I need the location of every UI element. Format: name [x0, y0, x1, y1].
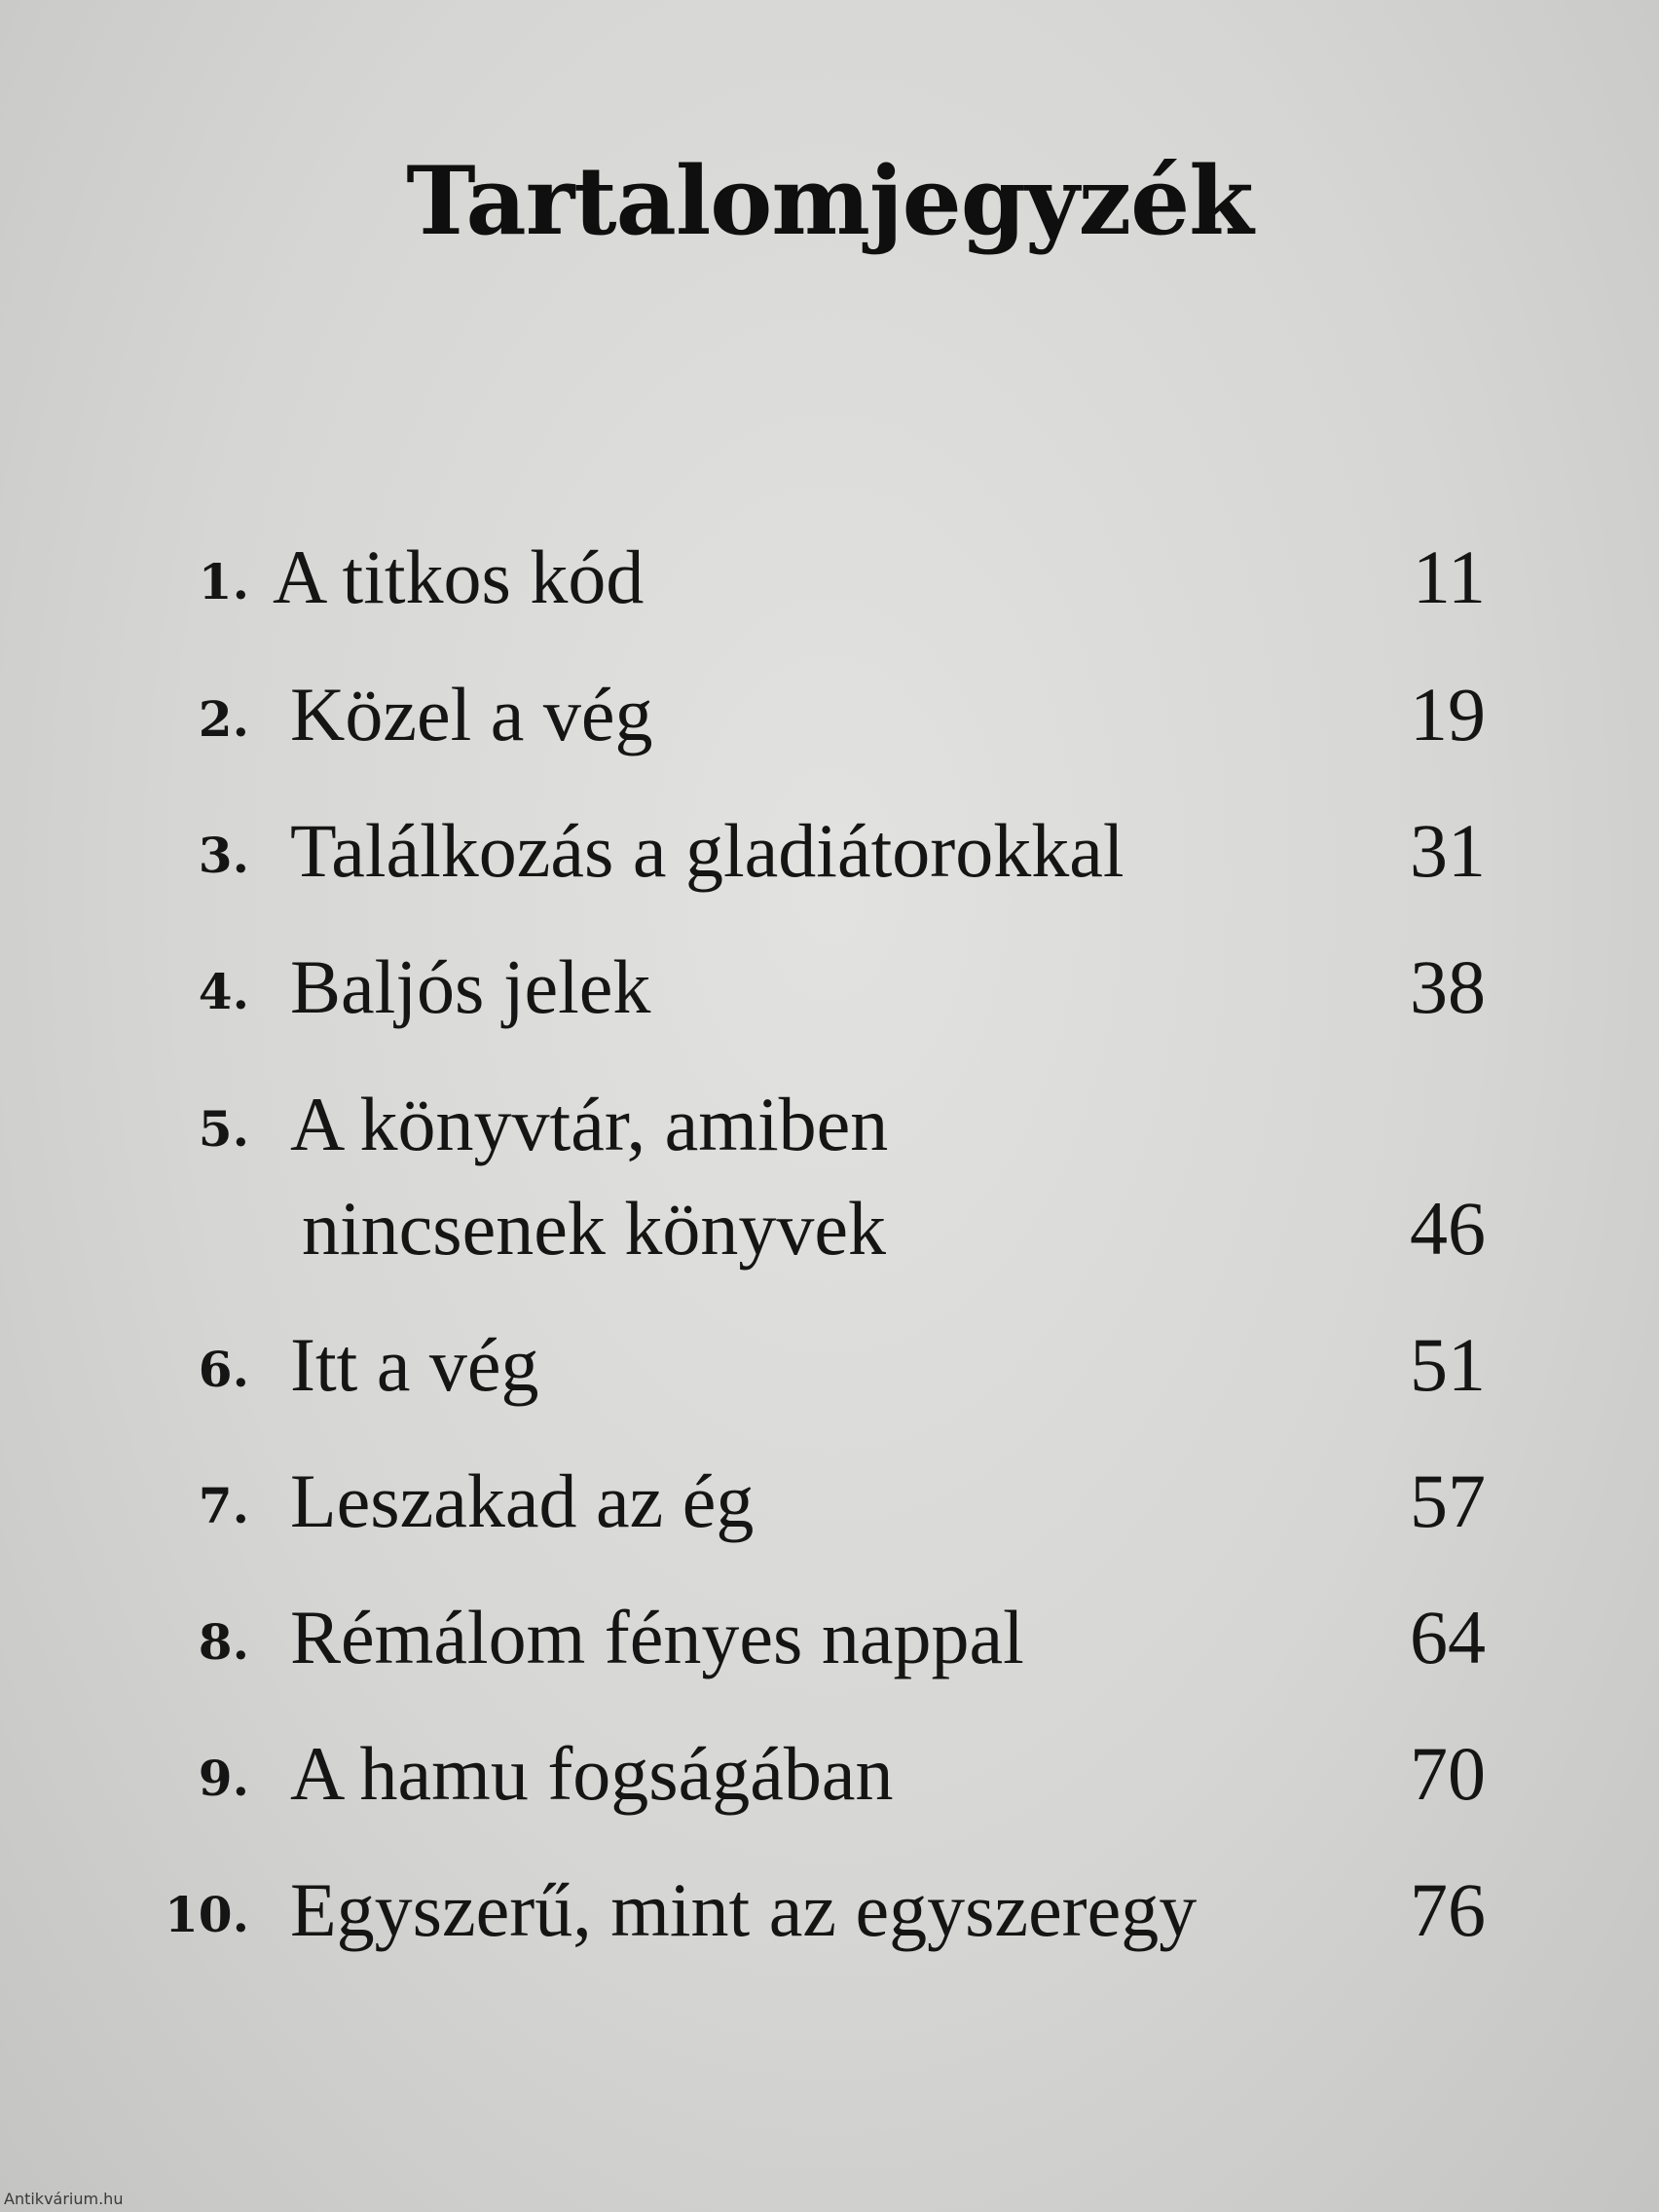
watermark-text: Antikvárium.hu [4, 2190, 124, 2208]
entry-title: Rémálom fényes nappal [290, 1595, 1024, 1679]
entry-page: 64 [1410, 1595, 1486, 1679]
entry-page: 38 [1410, 944, 1486, 1029]
entry-page: 11 [1412, 535, 1486, 619]
entry-title: Leszakad az ég [290, 1458, 755, 1543]
entry-number: 3. [198, 827, 249, 884]
entry-page: 31 [1410, 808, 1486, 893]
entry-title: Találkozás a gladiátorokkal [290, 808, 1124, 893]
entry-page: 57 [1410, 1458, 1486, 1543]
entry-number: 8. [198, 1613, 249, 1671]
entry-title: Itt a vég [290, 1322, 539, 1407]
entry-number: 2. [198, 690, 249, 748]
entry-number: 7. [198, 1477, 249, 1534]
entry-page: 19 [1410, 672, 1486, 756]
entry-number: 6. [198, 1341, 249, 1398]
entry-title: A titkos kód [273, 535, 645, 619]
entry-page: 70 [1410, 1731, 1486, 1816]
entry-number: 4. [198, 963, 249, 1020]
entry-number: 1. [198, 553, 249, 610]
entry-title: A könyvtár, amiben [290, 1082, 889, 1166]
page-title: Tartalomjegyzék [406, 146, 1253, 256]
entry-page: 76 [1410, 1867, 1486, 1952]
entry-title: A hamu fogságában [290, 1731, 894, 1816]
entry-number: 10. [165, 1886, 249, 1943]
entry-title: Közel a vég [290, 672, 653, 756]
entry-page: 46 [1410, 1186, 1486, 1271]
entry-title: Egyszerű, mint az egyszeregy [290, 1867, 1198, 1952]
entry-number: 9. [198, 1750, 249, 1807]
entry-title: Baljós jelek [290, 944, 651, 1029]
entry-number: 5. [198, 1100, 249, 1158]
entry-page: 51 [1410, 1322, 1486, 1407]
entry-title-continuation: nincsenek könyvek [302, 1186, 887, 1271]
